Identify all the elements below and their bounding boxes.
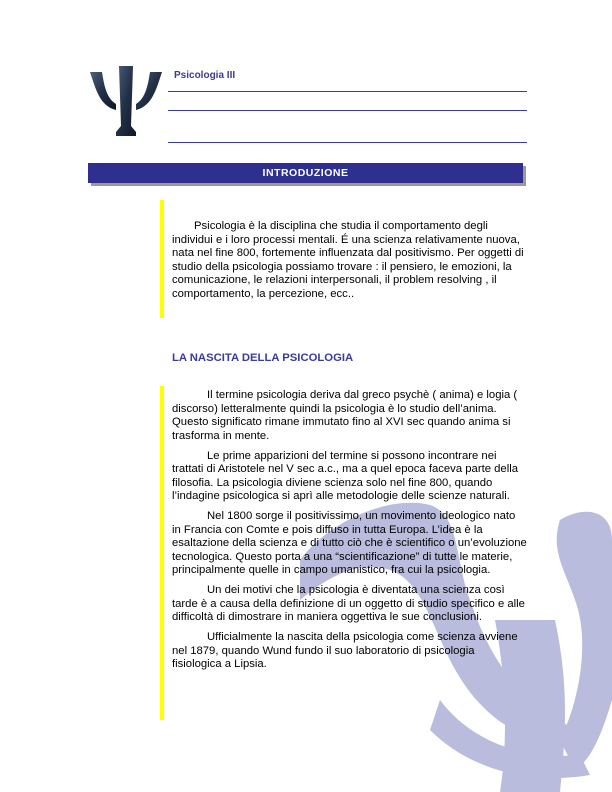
body-paragraph: Un dei motivi che la psicologia è diventata una scienza così tarde è a causa della definizione di un oggetto di studio specifico e alle difficoltà di dimostrare in maniera oggettiva le sue conclusioni. [172,584,525,623]
header-rule [168,142,527,143]
document-title: Psicologia III [174,70,236,81]
highlight-bar [160,386,164,720]
section-heading: LA NASCITA DELLA PSICOLOGIA [172,352,354,364]
intro-block [172,220,527,301]
body-paragraph: Le prime apparizioni del termine si possono incontrare nei trattati di Aristotele nel V sec a.c., ma a quel epoca faceva parte della filosofia. La psicologia diviene scienza solo nel fine 800, quando l’indagine psicologica si aprì alle metodologie delle scienze naturali. [172,449,519,502]
highlight-bar [160,200,164,318]
body-paragraph: Il termine psicologia deriva dal greco psychè ( anima) e logia ( discorso) letteralmente quindi la psicologia è lo studio dell’anima. Questo significato rimane immutato fino al XVI sec quando anima si trasforma in mente. [172,389,518,442]
body-paragraph: Nel 1800 sorge il positivissimo, un movimento ideologico nato in Francia con Comte e pois diffuso in tutta Europa. L’idea è la esaltazione della scienza e di tutto ciò che è scientifico o un’evoluzione tecnologica. Questo porta a una “scientificazione” di tutte le materie, principalmente quelle in campo umanistico, fra cui la psicologia. [172,510,527,576]
intro-paragraph: Psicologia è la disciplina che studia il comportamento degli individui e i loro processi mentali. É una scienza relativamente nuova, nata nel fine 800, fortemente influenzata dal positivismo. Per oggetti di studio della psicologia possiamo trovare : il pensiero, le emozioni, la comunicazione, le relazioni interpersonali, il problem resolving , il comportamento, la percezione, ecc.. [172,220,524,300]
body-paragraph: Ufficialmente la nascita della psicologia come scienza avviene nel 1879, quando Wund fundo il suo laboratorio di psicologia fisiologica a Lipsia. [172,631,518,670]
psi-symbol-icon [88,62,164,142]
header-rule [168,91,527,92]
section-banner: INTRODUZIONE [88,163,523,183]
body-block [172,389,527,678]
header-rule [168,110,527,111]
